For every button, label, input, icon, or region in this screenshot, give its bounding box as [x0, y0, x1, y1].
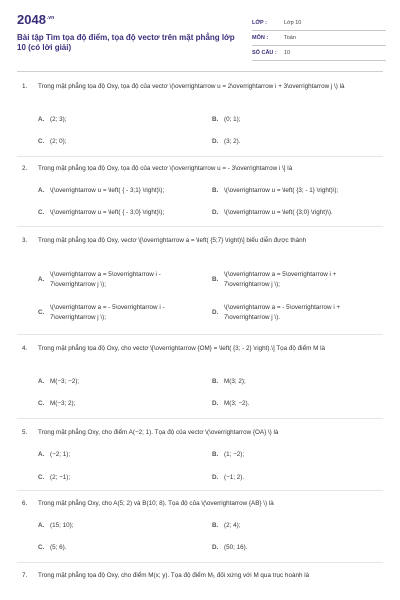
option-label: A. [38, 187, 45, 194]
option-label: D. [212, 309, 219, 316]
page-header [0, 0, 400, 72]
question-number: 5. [22, 429, 28, 436]
option-text: (0; 1); [224, 116, 241, 123]
meta-row-subject [252, 31, 386, 46]
option-text: (−1; 2). [224, 474, 245, 481]
option-label: B. [212, 522, 219, 529]
option-text: \(\overrightarrow a = 5\overrightarrow i - 7\overrightarrow j \); [50, 271, 161, 288]
option-text: \(\overrightarrow u = \left( { - 3;1} \right)\); [50, 187, 165, 194]
option-label: A. [38, 378, 45, 385]
option-label: D. [212, 474, 219, 481]
option-text: \(\overrightarrow u = \left( {3; - 1} \right)\); [224, 187, 339, 194]
option-label: D. [212, 138, 219, 145]
logo-domain: .vn [46, 14, 55, 21]
option-label: A. [38, 451, 45, 458]
meta-key: LỚP : [252, 20, 267, 26]
question-number: 7. [22, 572, 28, 579]
option-text: M(−3; −2); [50, 378, 80, 385]
option-label: D. [212, 209, 219, 216]
question-stem: Trong mặt phẳng tọa độ Oxy, cho vectơ \[\overrightarrow {OM} = \left( {3; - 2} \right).\] Tọa độ điểm M là [38, 345, 325, 352]
option-label: B. [212, 276, 219, 283]
option-text: (2; 3); [50, 116, 67, 123]
meta-value: Lớp 10 [284, 20, 302, 26]
meta-key: SỐ CÂU : [252, 50, 277, 56]
option-text: (5; 6). [50, 544, 67, 551]
option-label: A. [38, 276, 45, 283]
option-text: (2; −1); [50, 474, 71, 481]
option-label: C. [38, 309, 45, 316]
option-label: C. [38, 138, 45, 145]
meta-value: 10 [284, 50, 291, 56]
question-number: 6. [22, 500, 28, 507]
option-text: (50; 16). [224, 544, 248, 551]
option-text: (1; −2); [224, 451, 245, 458]
meta-row-count [252, 46, 386, 61]
option-text: \(\overrightarrow u = \left( {3;0} \right)\). [224, 209, 333, 216]
option-label: B. [212, 378, 219, 385]
option-text: \(\overrightarrow a = - 5\overrightarrow i + 7\overrightarrow j \). [224, 304, 341, 321]
option-text: (2; 0); [50, 138, 67, 145]
question-number: 2. [22, 165, 28, 172]
question-divider [17, 334, 383, 335]
option-text: M(−3; 2); [50, 400, 76, 407]
option-label: C. [38, 209, 45, 216]
question-number: 1. [22, 83, 28, 90]
question-stem: Trong mặt phẳng tọa độ Oxy, tọa độ của vectơ \(\overrightarrow u = 2\overrightarrow i + 3\overrightarrow j \) là [38, 83, 345, 90]
question-stem: Trong mặt phẳng tọa độ Oxy, cho điểm M(x; y). Tọa độ điểm M₁ đối xứng với M qua trục hoành là [38, 572, 310, 579]
option-label: D. [212, 400, 219, 407]
option-label: C. [38, 400, 45, 407]
option-text: (2; 4); [224, 522, 241, 529]
question-divider [17, 418, 383, 419]
option-text: \(\overrightarrow a = - 5\overrightarrow i - 7\overrightarrow j \); [50, 304, 165, 321]
option-label: C. [38, 474, 45, 481]
meta-table [252, 16, 386, 61]
option-text: \(\overrightarrow a = 5\overrightarrow i + 7\overrightarrow j \); [224, 271, 337, 288]
question-number: 3. [22, 237, 28, 244]
option-label: A. [38, 522, 45, 529]
option-text: (15; 10); [50, 522, 74, 529]
question-number: 4. [22, 345, 28, 352]
option-label: B. [212, 451, 219, 458]
page-title: Bài tập Tìm tọa độ điểm, tọa độ vectơ trên mặt phẳng lớp 10 (có lời giải) [17, 33, 235, 52]
meta-key: MÔN : [252, 35, 269, 41]
question-divider [17, 490, 383, 491]
option-label: D. [212, 544, 219, 551]
option-text: \(\overrightarrow u = \left( { - 3;0} \right)\); [50, 209, 165, 216]
option-text: (−2; 1); [50, 451, 71, 458]
question-divider [17, 562, 383, 563]
site-logo[interactable] [17, 12, 54, 27]
option-label: B. [212, 187, 219, 194]
question-stem: Trong mặt phẳng Oxy, cho A(5; 2) và B(10; 8). Tọa độ của \(\overrightarrow {AB} \) là [38, 500, 274, 507]
question-divider [17, 226, 383, 227]
option-text: (3; 2). [224, 138, 241, 145]
meta-row-class [252, 16, 386, 31]
question-divider [17, 156, 383, 157]
option-text: M(3; 2); [224, 378, 246, 385]
question-stem: Trong mặt phẳng Oxy, cho điểm A(−2; 1). Tọa độ của vectơ \(\overrightarrow {OA} \) là [38, 429, 279, 436]
option-label: B. [212, 116, 219, 123]
meta-value: Toán [284, 35, 296, 41]
option-label: A. [38, 116, 45, 123]
question-stem: Trong mặt phẳng tọa độ Oxy, tọa độ của vectơ \(\overrightarrow u = - 3\overrightarrow i \] là [38, 165, 293, 172]
logo-text: 2048 [17, 12, 46, 27]
option-text: M(3; −2). [224, 400, 250, 407]
question-stem: Trong mặt phẳng tọa độ Oxy, vectơ \[\overrightarrow a = \left( {5;7} \right)\] biểu diễn được thành [38, 237, 307, 244]
header-divider [17, 71, 383, 72]
option-label: C. [38, 544, 45, 551]
